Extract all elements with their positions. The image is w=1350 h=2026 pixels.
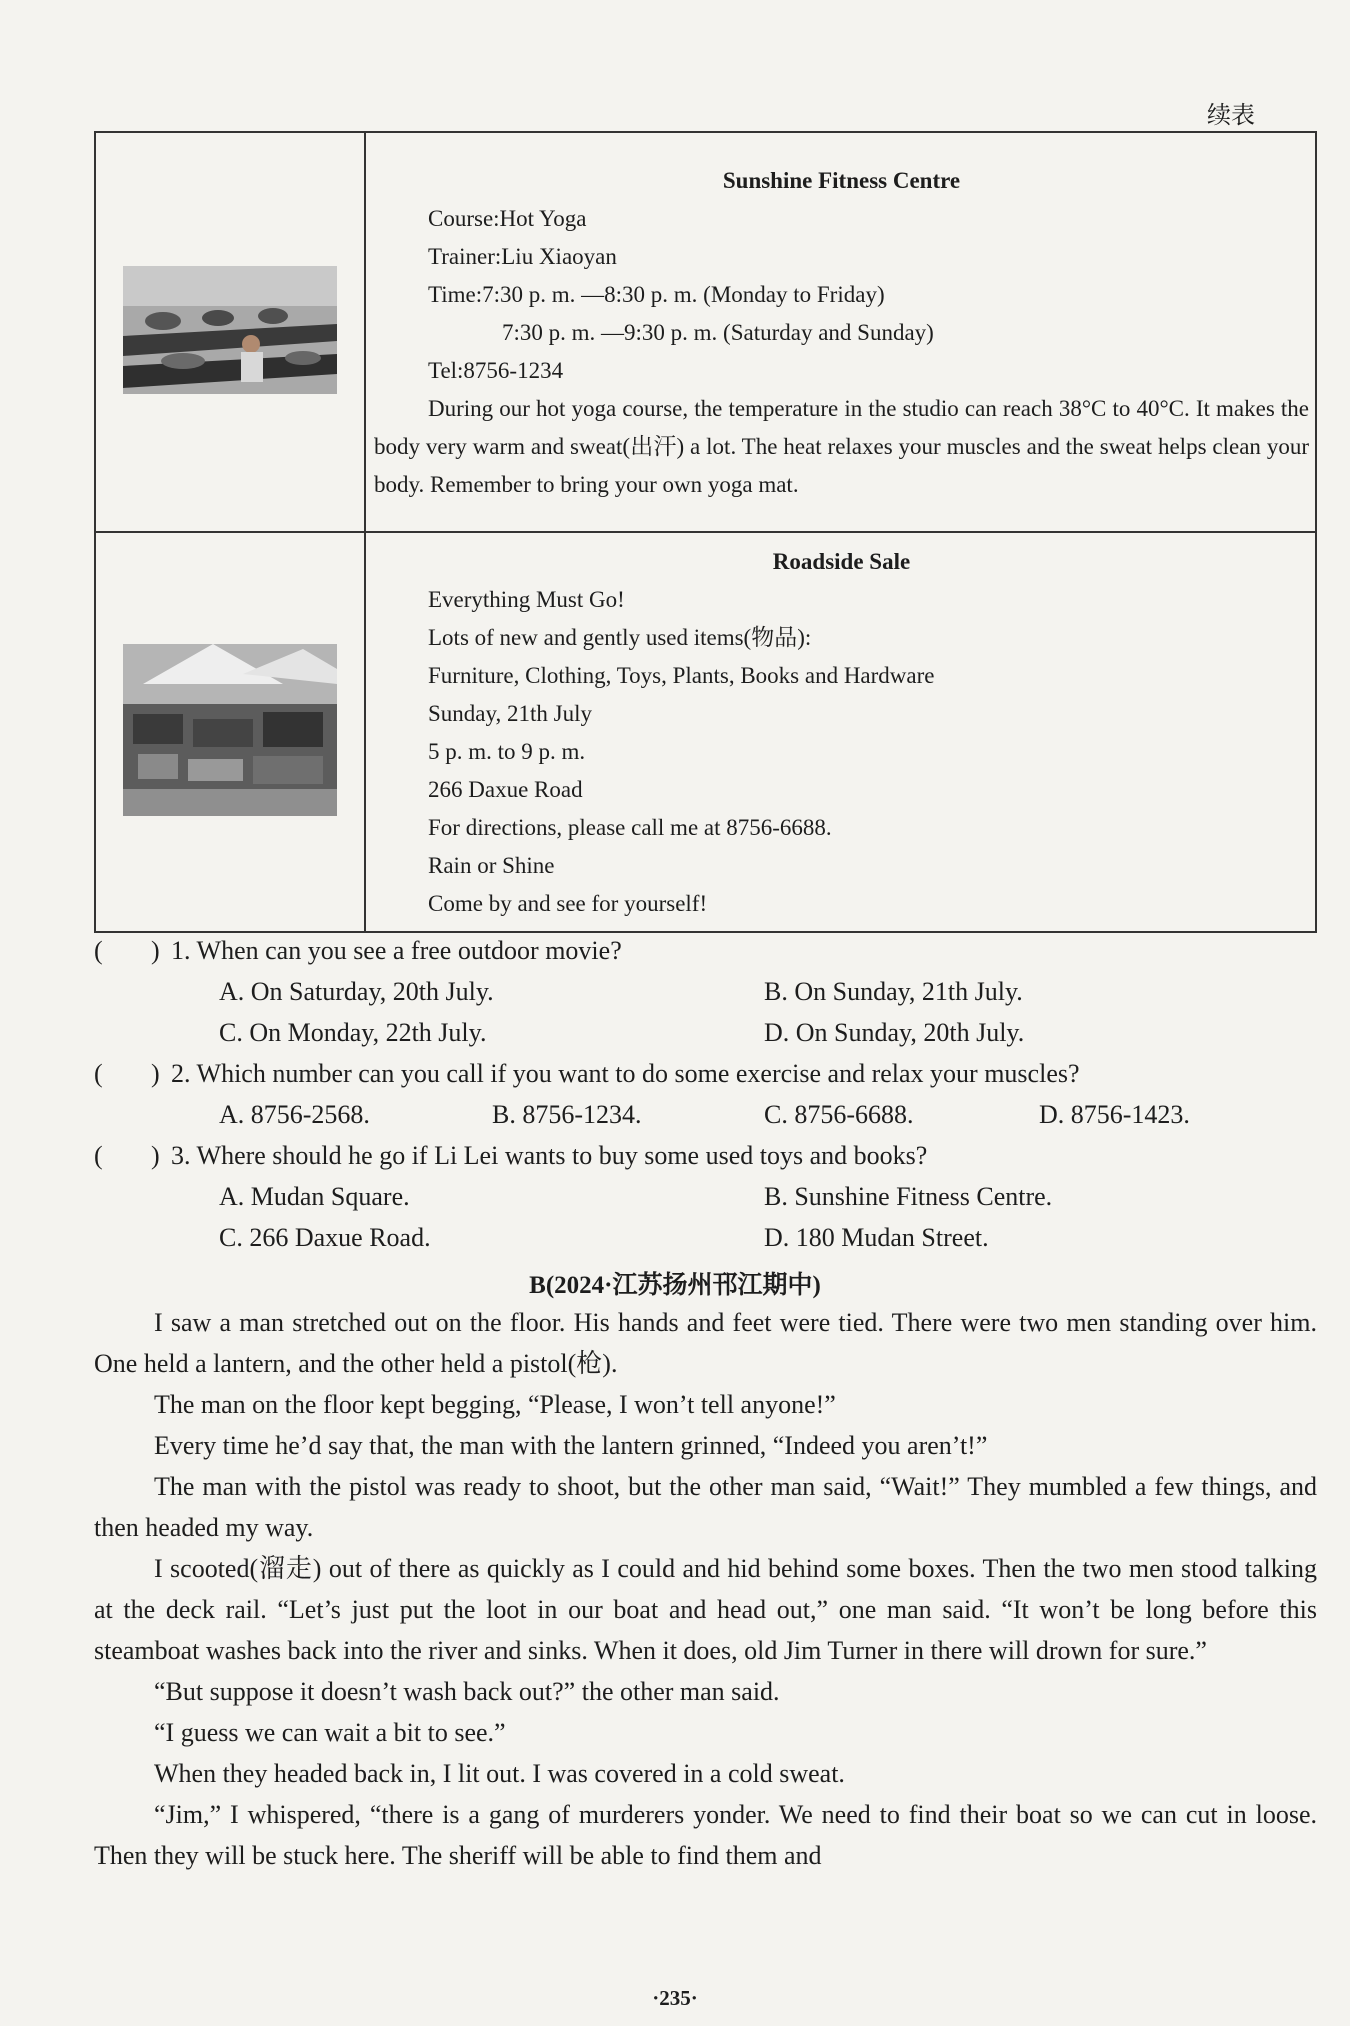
reading-passage [94,1302,1317,1876]
passage-paragraph: “Jim,” I whispered, “there is a gang of murderers yonder. We need to find their boat so we can cut in loose. Then they will be stuck here. The sheriff will be able to find them and [94,1800,1317,1870]
option-a: A. Mudan Square. [219,1182,410,1211]
sale-line: Furniture, Clothing, Toys, Plants, Books and Hardware [428,663,935,688]
sale-line: 5 p. m. to 9 p. m. [428,739,586,764]
sale-line: Lots of new and gently used items(物品): [428,625,812,650]
option-b: B. On Sunday, 21th July. [764,977,1023,1006]
answer-paren-open[interactable]: ( [94,936,103,965]
options-row [94,1217,1317,1258]
answer-paren-open[interactable]: ( [94,1141,103,1170]
answer-paren-close: ) [151,1059,160,1088]
sale-row [95,532,1316,932]
answer-paren-open[interactable]: ( [94,1059,103,1088]
question-text: 3. Where should he go if Li Lei wants to buy some used toys and books? [171,1141,928,1170]
sale-line: Sunday, 21th July [428,701,592,726]
fitness-row [95,132,1316,532]
question-1 [94,930,1317,971]
option-b: B. 8756-1234. [492,1100,642,1129]
passage-paragraph: The man with the pistol was ready to shoot, but the other man said, “Wait!” They mumbled a few things, and then headed my way. [94,1472,1317,1542]
option-c: C. 8756-6688. [764,1100,914,1129]
option-c: C. 266 Daxue Road. [219,1223,431,1252]
passage-paragraph: The man on the floor kept begging, “Please, I won’t tell anyone!” [154,1390,836,1419]
option-d: D. On Sunday, 20th July. [764,1018,1025,1047]
ads-table [94,131,1317,933]
option-d: D. 180 Mudan Street. [764,1223,989,1252]
sale-text-cell [365,532,1316,932]
fitness-description: During our hot yoga course, the temperature in the studio can reach 38°C to 40°C. It makes the body very warm and sweat(出汗) a lot. The heat relaxes your muscles and the sweat helps clean your body. Remember to bring your own yoga mat. [374,396,1309,497]
options-row [94,1094,1317,1135]
sale-line: For directions, please call me at 8756-6688. [428,815,832,840]
yoga-class-photo [123,266,337,394]
question-text: 2. Which number can you call if you want to do some exercise and relax your muscles? [171,1059,1080,1088]
sale-line: Everything Must Go! [428,587,625,612]
page-number: ·235· [652,1986,698,2010]
options-row [94,971,1317,1012]
options-row [94,1012,1317,1053]
question-text: 1. When can you see a free outdoor movie? [171,936,622,965]
option-d: D. 8756-1423. [1039,1100,1190,1129]
answer-paren-close: ) [151,936,160,965]
fitness-time-weekend: 7:30 p. m. —9:30 p. m. (Saturday and Sunday) [502,320,934,345]
fitness-tel: Tel:8756-1234 [428,358,564,383]
answer-paren-close: ) [151,1141,160,1170]
passage-paragraph: I saw a man stretched out on the floor. His hands and feet were tied. There were two men standing over him. One held a lantern, and the other held a pistol(枪). [94,1308,1317,1378]
passage-paragraph: I scooted(溜走) out of there as quickly as I could and hid behind some boxes. Then the two men stood talking at the deck rail. “Let’s just put the loot in our boat and head out,” one man said. “It won’t be long before this steamboat washes back into the river and sinks. When it does, old Jim Turner in there will drown for sure.” [94,1554,1317,1665]
continued-label: 续表 [1207,103,1255,129]
passage-paragraph: “But suppose it doesn’t wash back out?” the other man said. [154,1677,780,1706]
fitness-time-weekday: Time:7:30 p. m. —8:30 p. m. (Monday to Friday) [428,282,885,307]
fitness-title: Sunshine Fitness Centre [722,168,961,193]
section-b-heading: B(2024·江苏扬州邗江期中) [529,1272,821,1299]
sale-line: Come by and see for yourself! [428,891,708,916]
options-row [94,1176,1317,1217]
sale-line: Rain or Shine [428,853,555,878]
question-3 [94,1135,1317,1176]
fitness-text-cell [365,132,1316,532]
sale-title: Roadside Sale [772,549,911,574]
questions [94,930,1317,1258]
roadside-sale-photo [123,644,337,816]
option-a: A. On Saturday, 20th July. [219,977,494,1006]
passage-paragraph: Every time he’d say that, the man with the lantern grinned, “Indeed you aren’t!” [154,1431,988,1460]
fitness-trainer: Trainer:Liu Xiaoyan [428,244,617,269]
option-b: B. Sunshine Fitness Centre. [764,1182,1053,1211]
fitness-photo-cell [95,132,365,532]
option-c: C. On Monday, 22th July. [219,1018,487,1047]
question-2 [94,1053,1317,1094]
option-a: A. 8756-2568. [219,1100,370,1129]
passage-paragraph: When they headed back in, I lit out. I was covered in a cold sweat. [154,1759,845,1788]
sale-photo-cell [95,532,365,932]
fitness-course: Course:Hot Yoga [428,206,587,231]
passage-paragraph: “I guess we can wait a bit to see.” [154,1718,506,1747]
sale-line: 266 Daxue Road [428,777,583,802]
